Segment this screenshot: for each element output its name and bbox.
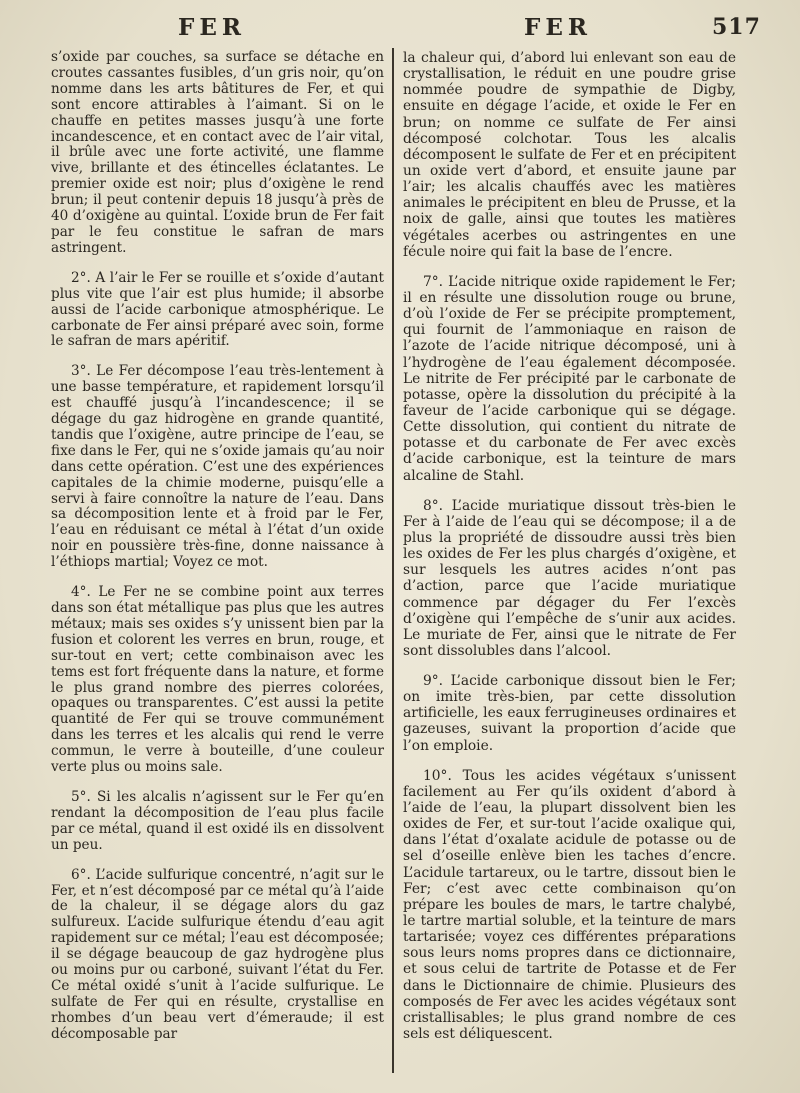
paragraph-3: 3°. Le Fer décompose l’eau très-lentement à une basse température, et rapidement lorsqu’il est chauffé jusqu’à l’incandescence; il se dégage du gaz hidrogène en grande quantité, tandis que l’oxigène, autre principe de l’eau, se fixe dans le Fer, qui ne s’oxide jamais qu’au noir dans cette opération. C’est une des expériences capitales de la chimie moderne, puisqu’elle a servi à faire connoître la nature de l’eau. Dans sa décomposition lente et à froid par le Fer, l’eau en réduisant ce métal à l’état d’un oxide noir en poussière très-fine, donne naissance à l’éthiops martial; Voyez ce mot. xyxy=(51,363,384,571)
paragraph-continuation: s’oxide par couches, sa surface se détache en croutes cassantes fusibles, d’un gris noir, qu’on nomme dans les arts bâtitures de Fer, et qui sont encore attirables à l’aimant. Si on le chauffe en petites masses jusqu’à une forte incandescence, et en contact avec de l’air vital, il brûle avec une forte activité, une flamme vive, brillante et des étincelles éclatantes. Le premier oxide est noir; plus d’oxigène le rend brun; il peut contenir depuis 18 jusqu’à près de 40 d’oxigène au quintal. L’oxide brun de Fer fait par le feu constitue le safran de mars astringent. xyxy=(51,49,384,256)
left-column xyxy=(51,50,384,1057)
paragraph-6: 6°. L’acide sulfurique concentré, n’agit sur le Fer, et n’est décomposé par ce métal qu’à l’aide de la chaleur, il se dégage alors du gaz sulfureux. L’acide sulfurique étendu d’eau agit rapidement sur ce métal; l’eau est décomposée; il se dégage beaucoup de gaz hydrogène plus ou moins pur ou carboné, suivant l’état du Fer. Ce métal oxidé s’unit à l’acide sulfurique. Le sulfate de Fer qui en résulte, crystallise en rhombes d’un beau vert d’émeraude; il est décomposable par xyxy=(51,866,384,1042)
paragraph-9: 9°. L’acide carbonique dissout bien le Fer; on imite très-bien, par cette dissolution artificielle, les eaux ferrugineuses ordinaires et gazeuses, suivant la proportion d’acide que l’on emploie. xyxy=(403,673,736,754)
right-column xyxy=(403,50,736,1056)
running-head-right: FER xyxy=(524,14,592,41)
column-divider xyxy=(392,48,394,1073)
running-head-left: FER xyxy=(178,14,246,41)
paragraph-4: 4°. Le Fer ne se combine point aux terres dans son état métallique pas plus que les autres métaux; mais ses oxides s’y unissent bien par la fusion et colorent les verres en brun, rouge, et sur-tout en vert; cette combinaison avec les tems est fort fréquente dans la nature, et forme le plus grand nombre des pierres colorées, opaques ou transparentes. C’est aussi la petite quantité de Fer qui se trouve communément dans les terres et les alcalis qui rend le verre commun, le verre à bouteille, d’une couleur verte plus ou moins sale. xyxy=(51,584,384,776)
paragraph-10: 10°. Tous les acides végétaux s’unissent facilement au Fer qu’ils oxident d’abord à l’aide de l’eau, la plupart dissolvent bien les oxides de Fer, et sur-tout l’acide oxalique qui, dans l’état d’oxalate acidule de potasse ou de sel d’oseille enlève bien les taches d’encre. L’acidule tartareux, ou le tartre, dissout bien le Fer; c’est avec cette combinaison qu’on prépare les boules de mars, le tartre chalybé, le tartre martial soluble, et la teinture de mars tartarisée; voyez ces différentes préparations sous leurs noms propres dans ce dictionnaire, et sous celui de tartrite de Potasse et de Fer dans le Dictionnaire de chimie. Plusieurs des composés de Fer avec les acides végétaux sont cristallisables; le plus grand nombre de ces sels est déliquescent. xyxy=(403,767,736,1043)
paragraph-5: 5°. Si les alcalis n’agissent sur le Fer qu’en rendant la décomposition de l’eau plus facile par ce métal, quand il est oxidé ils en dissolvent un peu. xyxy=(51,788,384,853)
paragraph-8: 8°. L’acide muriatique dissout très-bien le Fer à l’aide de l’eau qui se décompose; il a de plus la propriété de dissoudre aussi très bien les oxides de Fer les plus chargés d’oxigène, et sur lesquels les autres acides n’ont pas d’action, parce que l’acide muriatique commence par dégager du Fer l’excès d’oxigène qui l’empêche de s’unir aux acides. Le muriate de Fer, ainsi que le nitrate de Fer sont dissolubles dans l’alcool. xyxy=(403,497,736,659)
paragraph-7: 7°. L’acide nitrique oxide rapidement le Fer; il en résulte une dissolution rouge ou brune, d’où l’oxide de Fer se précipite promptement, qui fournit de l’ammoniaque en raison de l’azote de l’acide nitrique décomposé, uni à l’hydrogène de l’eau également décomposée. Le nitrite de Fer précipité par le carbonate de potasse, opère la dissolution du précipité à la faveur de l’acide carbonique qui se dégage. Cette dissolution, qui contient du nitrate de potasse et du carbonate de Fer avec excès d’acide carbonique, est la teinture de mars alcaline de Stahl. xyxy=(403,273,736,484)
page-number: 517 xyxy=(712,14,761,40)
paragraph-6-continuation: la chaleur qui, d’abord lui enlevant son eau de crystallisation, le réduit en une poudre grise nommée poudre de sympathie de Digby, ensuite en dégage l’acide, et oxide le Fer en brun; on nomme ce sulfate de Fer ainsi décomposé colchotar. Tous les alcalis décomposent le sulfate de Fer et en précipitent un oxide vert d’abord, et ensuite jaune par l’air; les alcalis chauffés avec les matières animales le précipitent en bleu de Prusse, et la noix de galle, ainsi que toutes les matières végétales acerbes ou astringentes en une fécule noire qui fait la base de l’encre. xyxy=(403,50,736,260)
paragraph-2: 2°. A l’air le Fer se rouille et s’oxide d’autant plus vite que l’air est plus humide; il absorbe aussi de l’acide carbonique atmosphérique. Le carbonate de Fer ainsi préparé avec soin, forme le safran de mars apéritif. xyxy=(51,269,384,350)
